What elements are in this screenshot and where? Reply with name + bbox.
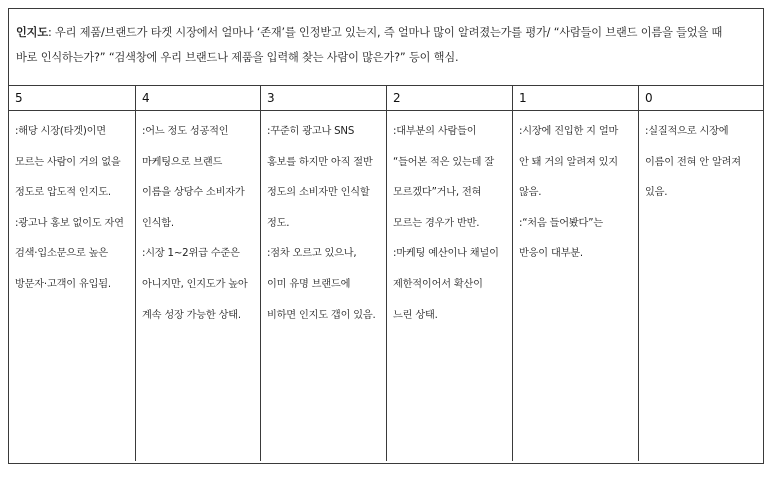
description-line: :해당 시장(타겟)이면 [15, 126, 106, 137]
description-line: :꾸준히 광고나 SNS [267, 126, 355, 137]
header-description-part-1: : 우리 제품/브랜드가 타겟 시장에서 얼마나 ‘존재’를 인정받고 있는지, 즉 얼마나 많이 알려졌는가를 평가/ “사람들이 브랜드 이름을 들었을 때 [47, 26, 723, 39]
score-description [136, 111, 260, 331]
score-description [9, 111, 135, 301]
description-line: :어느 정도 성공적인 [142, 126, 229, 137]
description-line: :시장에 진입한 지 얼마 [519, 126, 619, 137]
description-line: 모르는 사람이 거의 없을 [15, 156, 121, 168]
description-line: 아니지만, 인지도가 높아 [142, 278, 248, 290]
header-description-part-2: 바로 인식하는가?” “검색창에 우리 브랜드나 제품을 입력해 찾는 사람이 많은가?” 등이 핵심. [16, 51, 459, 64]
description-line: 인식함. [142, 217, 174, 229]
description-line: 검색·입소문으로 높은 [15, 248, 108, 260]
header-line-1 [16, 20, 755, 45]
score-description [639, 111, 763, 209]
score-description [387, 111, 512, 331]
table-header-cell [9, 9, 763, 86]
description-line: 정도로 압도적 인지도. [15, 187, 111, 199]
description-line: 모르는 경우가 반반. [393, 217, 480, 229]
description-line: :실질적으로 시장에 [645, 126, 729, 137]
description-line: 모르겠다”거나, 전혀 [393, 187, 482, 199]
description-line: 방문자·고객이 유입됨. [15, 278, 111, 290]
score-column [136, 86, 261, 461]
awareness-rubric-table [8, 8, 764, 464]
description-line: :광고나 홍보 없이도 자연 [15, 217, 124, 229]
score-label: 5 [9, 86, 135, 111]
description-line: :마케팅 예산이나 채널이 [393, 248, 499, 260]
description-line: 마케팅으로 브랜드 [142, 156, 223, 168]
description-line: :점차 오르고 있으나, [267, 248, 357, 260]
description-line: 정도의 소비자만 인식할 [267, 187, 370, 199]
score-columns [9, 86, 763, 461]
score-column [9, 86, 136, 461]
description-line: 이름이 전혀 안 알려져 [645, 156, 741, 168]
description-line: 정도. [267, 217, 290, 229]
score-label: 3 [261, 86, 386, 111]
description-line: 계속 성장 가능한 상태. [142, 309, 241, 321]
score-column [261, 86, 387, 461]
description-line: 이름을 상당수 소비자가 [142, 187, 245, 199]
score-label: 4 [136, 86, 260, 111]
description-line: :대부분의 사람들이 [393, 126, 477, 137]
description-line: 있음. [645, 187, 668, 199]
description-line: :시장 1~2위급 수준은 [142, 248, 240, 260]
score-label: 2 [387, 86, 512, 111]
description-line: 반응이 대부분. [519, 248, 583, 260]
description-line: 제한적이어서 확산이 [393, 278, 483, 290]
description-line: “들어본 적은 있는데 잘 [393, 156, 494, 168]
description-line: 않음. [519, 187, 542, 199]
score-label: 0 [639, 86, 763, 111]
description-line: 이미 유명 브랜드에 [267, 278, 351, 290]
score-label: 1 [513, 86, 638, 111]
score-description [513, 111, 638, 270]
header-lead-term: 인지도 [16, 26, 48, 39]
description-line: 안 돼 거의 알려져 있지 [519, 156, 618, 168]
description-line: 느린 상태. [393, 309, 438, 321]
score-column [513, 86, 639, 461]
score-column [639, 86, 763, 461]
description-line: :“처음 들어봤다”는 [519, 217, 603, 229]
score-column [387, 86, 513, 461]
score-description [261, 111, 386, 331]
description-line: 홍보를 하지만 아직 절반 [267, 156, 373, 168]
description-line: 비하면 인지도 갭이 있음. [267, 309, 376, 321]
